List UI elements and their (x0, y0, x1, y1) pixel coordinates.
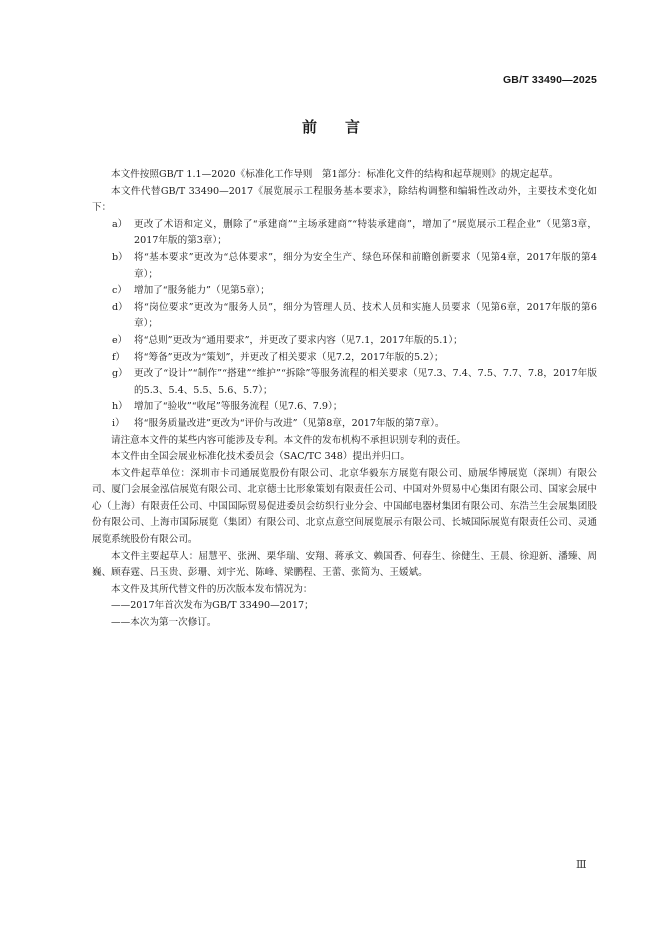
item-marker: b） (112, 251, 128, 263)
paragraph-history-intro: 本文件及其所代替文件的历次版本发布情况为： (111, 583, 313, 595)
item-marker: c） (112, 285, 127, 297)
item-text: 将“岗位要求”更改为“服务人员”，细分为管理人员、技术人员和实施人员要求（见第6章，2017年版的第6章）； (134, 301, 597, 330)
item-marker: d） (112, 301, 128, 313)
change-item-i (92, 416, 597, 433)
document-body (92, 167, 597, 632)
item-text: 增加了“验收”“收尾”等服务流程（见7.6、7.9）； (134, 401, 343, 413)
item-text: 将“筹备”更改为“策划”，并更改了相关要求（见7.2，2017年版的5.2）； (134, 351, 444, 363)
change-item-c (92, 283, 597, 300)
change-item-f (92, 350, 597, 367)
history-item: ——本次为第一次修订。 (111, 617, 217, 629)
change-item-a (92, 217, 597, 250)
item-text: 更改了“设计”“制作”“搭建”“维护”“拆除”等服务流程的相关要求（见7.3、7.4、7.5、7.7、7.8，2017年版的5.3、5.4、5.5、5.6、5.7）； (134, 368, 597, 396)
item-marker: e） (112, 334, 128, 346)
item-text: 将“总则”更改为“通用要求”，并更改了要求内容（见7.1，2017年版的5.1）； (134, 334, 463, 346)
page-title (0, 116, 662, 137)
change-item-b (92, 250, 597, 283)
title-char-1: 前 (301, 118, 317, 136)
paragraph-drafting-rule: 本文件按照GB/T 1.1—2020《标准化工作导则 第1部分：标准化文件的结构和起草规则》的规定起草。 (111, 169, 559, 180)
history-item: ——2017年首次发布为GB/T 33490—2017； (111, 600, 314, 612)
item-marker: g） (112, 368, 128, 380)
change-item-e (92, 333, 597, 350)
item-text: 增加了“服务能力”（见第5章）； (134, 285, 270, 297)
change-item-h (92, 399, 597, 416)
item-text: 将“服务质量改进”更改为“评价与改进”（见第8章，2017年版的第7章）。 (134, 417, 445, 429)
item-text: 更改了术语和定义，删除了“承建商”“主场承建商”“特装承建商”，增加了“展览展示工程企业”（见第3章，2017年版的第3章）； (134, 218, 597, 247)
title-char-2: 言 (345, 118, 361, 136)
page-number: Ⅲ (576, 858, 587, 871)
item-marker: f） (112, 351, 126, 363)
item-marker: i） (112, 417, 125, 429)
paragraph-drafting-units: 本文件起草单位：深圳市卡司通展览股份有限公司、北京华毅东方展览有限公司、励展华博展览（深圳）有限公司、厦门会展金泓信展览有限公司、北京德士比形象策划有限责任公司、中国对外贸易中心集团有限公司、国家会展中心（上海）有限责任公司、中国国际贸易促进委员会纺织行业分会、中国邮电器材集团有限公司、东浩兰生会展集团股份有限公司、上海市国际展览（集团）有限公司、北京点意空间展览展示有限公司、长城国际展览有限责任公司、灵通展览系统股份有限公司。 (92, 467, 597, 546)
paragraph-drafters: 本文件主要起草人：屈慧平、张洲、栗华瑞、安翔、蒋承文、赖国香、何春生、徐健生、王晨、徐迎新、潘臻、周巍、顾春霆、吕玉贵、彭珊、刘宇光、陈峰、梁鹏程、王蕾、张简为、王媛斌。 (92, 550, 597, 579)
paragraph-replacement: 本文件代替GB/T 33490—2017《展览展示工程服务基本要求》，除结构调整和编辑性改动外，主要技术变化如下： (92, 185, 597, 214)
item-marker: h） (112, 401, 128, 413)
item-text: 将“基本要求”更改为“总体要求”，细分为安全生产、绿色环保和前瞻创新要求（见第4章，2017年版的第4章）； (134, 251, 597, 280)
standard-number: GB/T 33490—2025 (502, 74, 597, 86)
paragraph-proposer: 本文件由全国会展业标准化技术委员会（SAC/TC 348）提出并归口。 (111, 451, 411, 463)
paragraph-patent-notice: 请注意本文件的某些内容可能涉及专利。本文件的发布机构不承担识别专利的责任。 (111, 434, 466, 446)
item-marker: a） (112, 218, 128, 230)
change-item-g (92, 366, 597, 399)
change-item-d (92, 300, 597, 333)
